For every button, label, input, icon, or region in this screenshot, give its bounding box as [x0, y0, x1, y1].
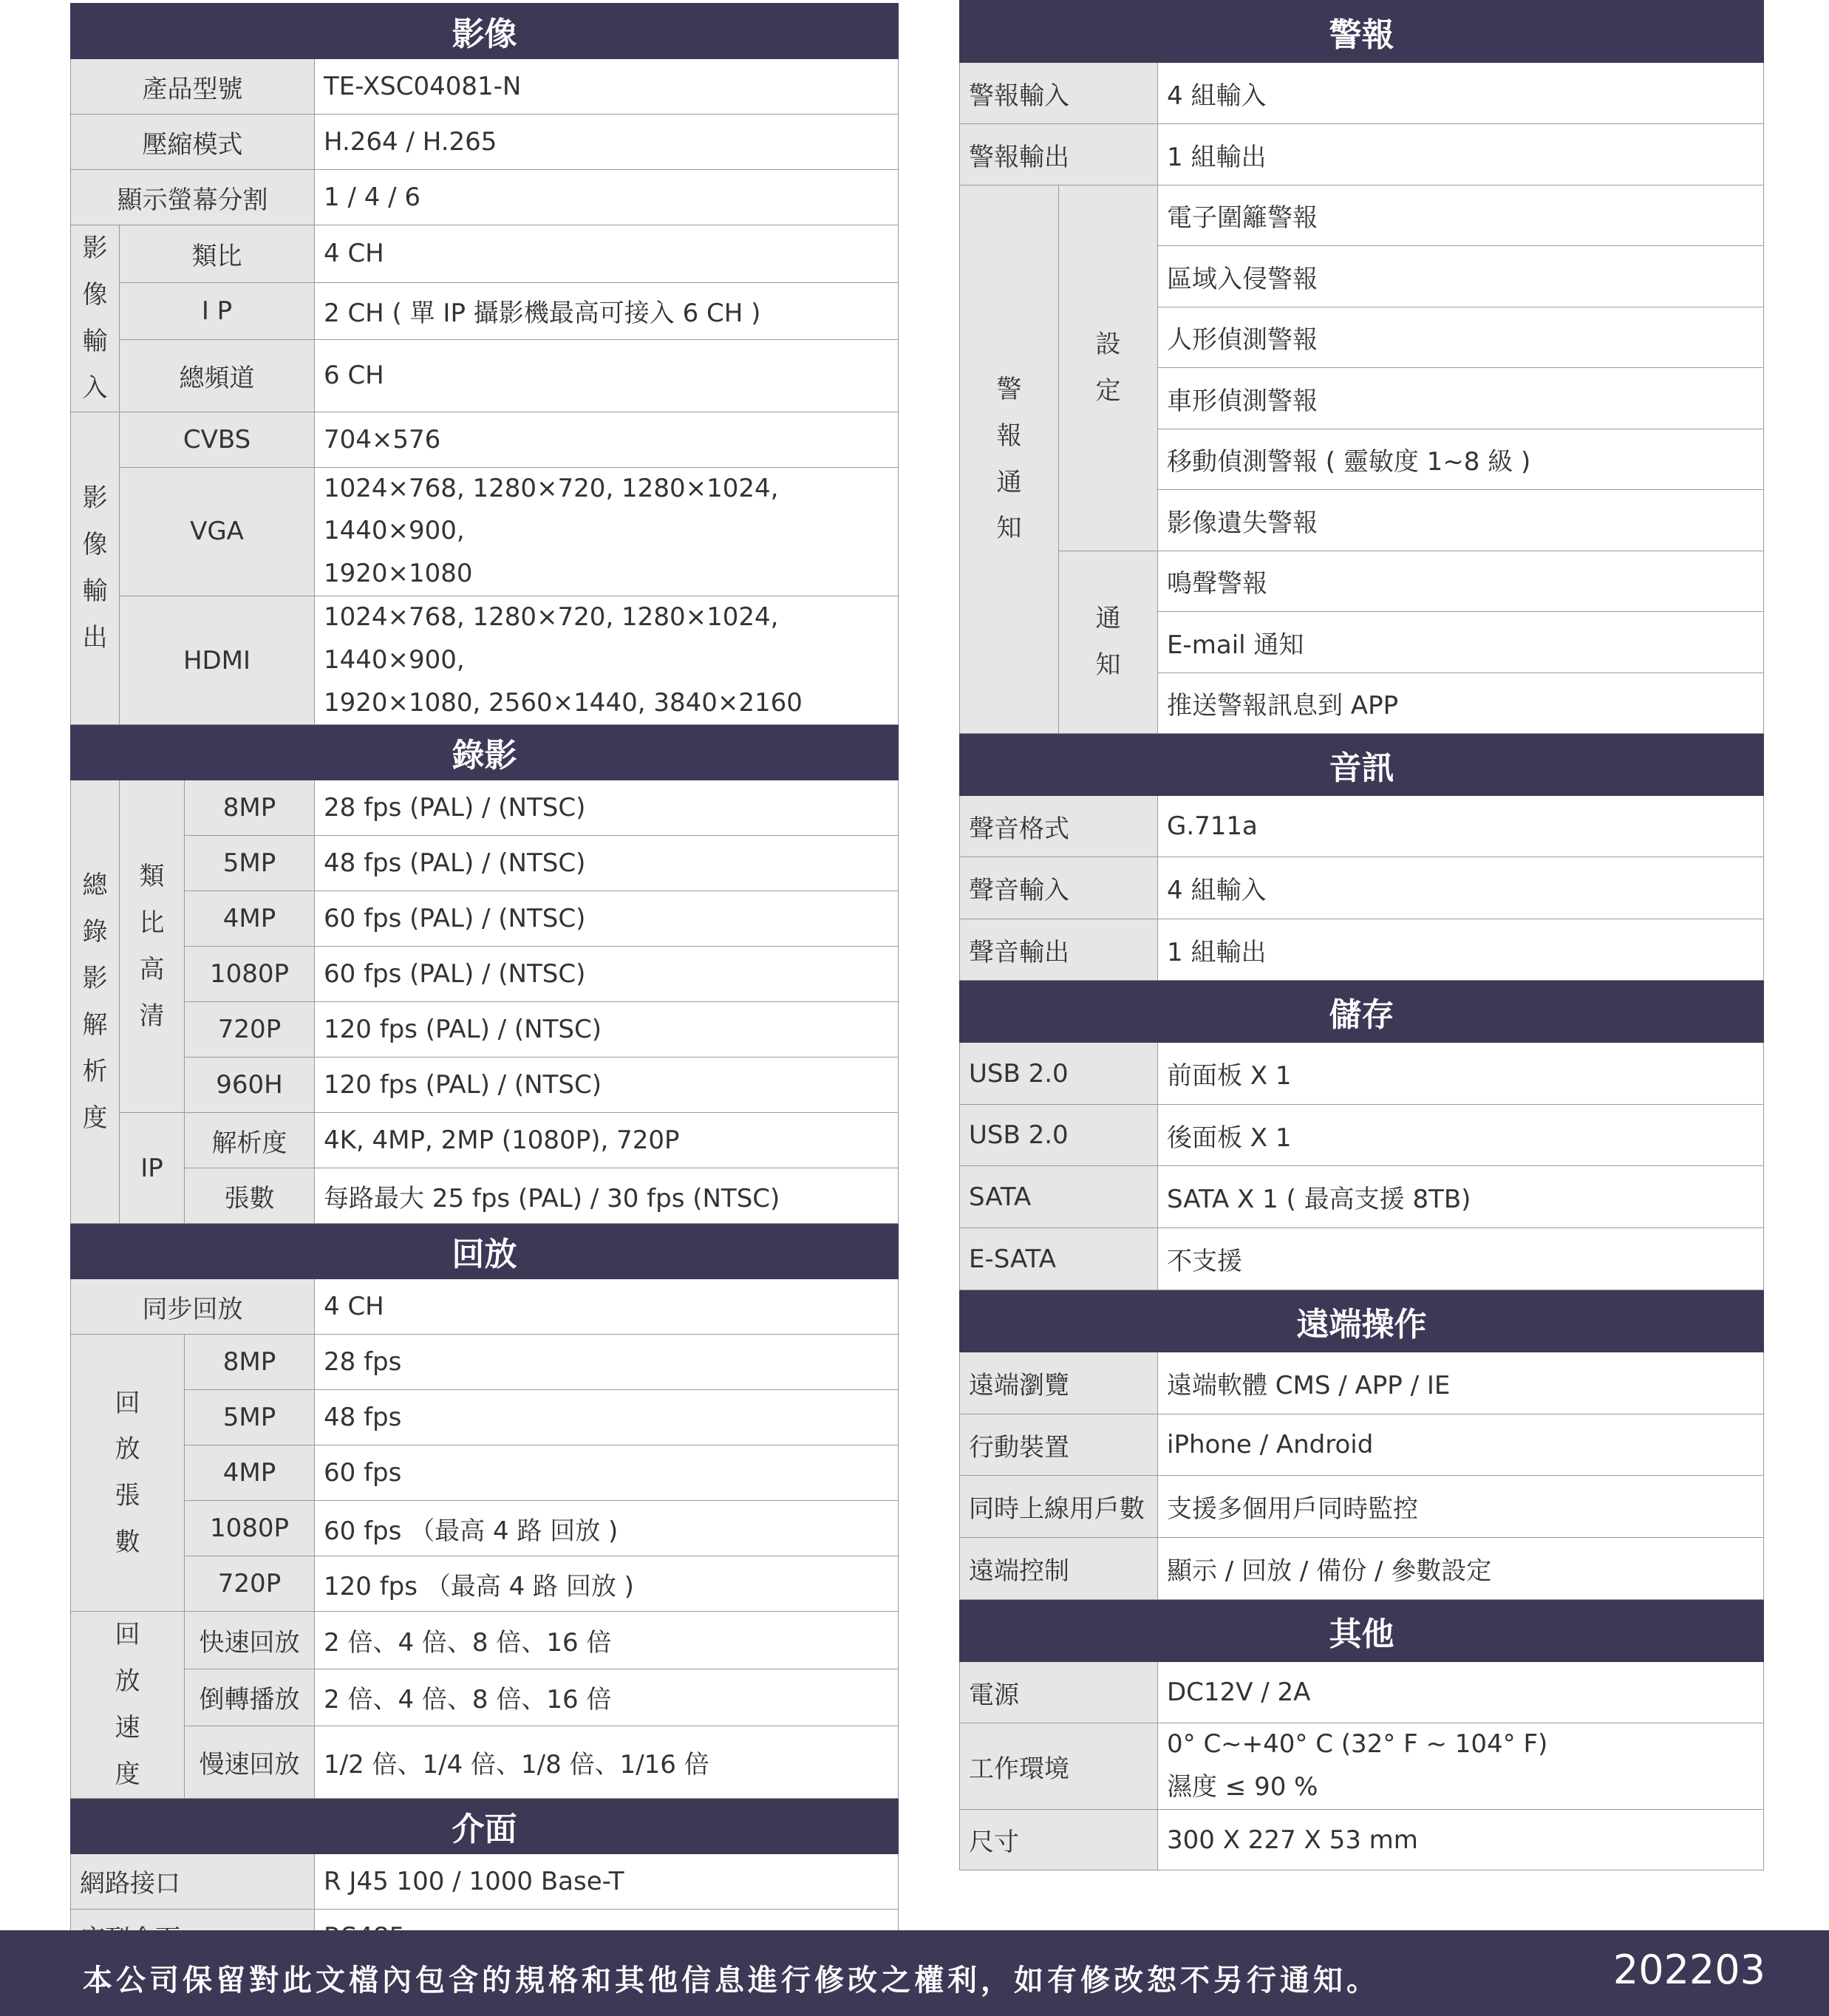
record-fps-value: 28 fps (PAL) / (NTSC) — [315, 780, 899, 836]
storage-label: SATA — [960, 1166, 1158, 1228]
hdmi-label: HDMI — [120, 596, 315, 724]
ip-input-label: I P — [120, 282, 315, 340]
playback-fps-value: 60 fps （最高 4 路 回放 ) — [315, 1501, 899, 1556]
remote-value: 顯示 / 回放 / 備份 / 參數設定 — [1158, 1538, 1764, 1600]
size-value: 300 X 227 X 53 mm — [1158, 1810, 1764, 1870]
vga-line-2: 1920×1080 — [324, 559, 473, 589]
section-video-title: 影像 — [71, 4, 899, 59]
record-fps-value: 120 fps (PAL) / (NTSC) — [315, 1058, 899, 1113]
vga-line-1: 1024×768, 1280×720, 1280×1024, 1440×900, — [324, 473, 779, 546]
alarm-input-value: 4 組輸入 — [1158, 63, 1764, 124]
record-fps-value: 60 fps (PAL) / (NTSC) — [315, 891, 899, 947]
fast-playback-value: 2 倍、4 倍、8 倍、16 倍 — [315, 1612, 899, 1669]
analog-input-value: 4 CH — [315, 225, 899, 283]
storage-label: USB 2.0 — [960, 1043, 1158, 1105]
section-other-title: 其他 — [960, 1600, 1764, 1662]
record-res-label: 8MP — [185, 780, 315, 836]
section-audio-title: 音訊 — [960, 734, 1764, 796]
playback-fps-value: 120 fps （最高 4 路 回放 ) — [315, 1556, 899, 1612]
left-spec-table — [70, 3, 899, 1965]
alarm-setting-item: 人形偵測警報 — [1158, 307, 1764, 368]
alarm-notice-item: E-mail 通知 — [1158, 612, 1764, 673]
video-output-group: 影像輸出 — [71, 412, 120, 725]
section-interface-title: 介面 — [71, 1798, 899, 1853]
storage-value: SATA X 1 ( 最高支援 8TB) — [1158, 1166, 1764, 1228]
video-input-group: 影像輸入 — [71, 225, 120, 412]
storage-label: USB 2.0 — [960, 1105, 1158, 1166]
environment-value — [1158, 1723, 1764, 1810]
playback-fps-value: 60 fps — [315, 1445, 899, 1501]
playback-res-label: 1080P — [185, 1501, 315, 1556]
playback-speed-group: 回放速度 — [71, 1612, 185, 1799]
alarm-setting-item: 移動偵測警報 ( 靈敏度 1~8 級 ) — [1158, 429, 1764, 490]
remote-value: iPhone / Android — [1158, 1414, 1764, 1476]
vga-label: VGA — [120, 467, 315, 596]
audio-label: 聲音格式 — [960, 796, 1158, 857]
remote-value: 遠端軟體 CMS / APP / IE — [1158, 1352, 1764, 1414]
alarm-setting-item: 車形偵測警報 — [1158, 368, 1764, 429]
record-ip-fps-label: 張數 — [185, 1168, 315, 1224]
section-storage-title: 儲存 — [960, 981, 1764, 1043]
size-label: 尺寸 — [960, 1810, 1158, 1870]
hdmi-line-1: 1024×768, 1280×720, 1280×1024, 1440×900, — [324, 602, 779, 675]
storage-value: 不支援 — [1158, 1228, 1764, 1290]
compression-label: 壓縮模式 — [71, 115, 315, 170]
storage-label: E-SATA — [960, 1228, 1158, 1290]
record-res-label: 960H — [185, 1058, 315, 1113]
alarm-notice-item: 鳴聲警報 — [1158, 551, 1764, 612]
total-channel-label: 總頻道 — [120, 340, 315, 412]
footer-bar — [0, 1930, 1829, 2016]
audio-value: 4 組輸入 — [1158, 857, 1764, 919]
disclaimer-text: 本公司保留對此文檔內包含的規格和其他信息進行修改之權利，如有修改恕不另行通知。 — [83, 1964, 1380, 1998]
section-playback-title: 回放 — [71, 1224, 899, 1279]
cvbs-value: 704×576 — [315, 412, 899, 467]
network-label: 網路接口 — [71, 1853, 315, 1909]
split-value: 1 / 4 / 6 — [315, 170, 899, 225]
sync-playback-label: 同步回放 — [71, 1279, 315, 1335]
remote-value: 支援多個用戶同時監控 — [1158, 1476, 1764, 1538]
reverse-playback-label: 倒轉播放 — [185, 1669, 315, 1726]
fast-playback-label: 快速回放 — [185, 1612, 315, 1669]
remote-label: 同時上線用戶數 — [960, 1476, 1158, 1538]
record-res-label: 4MP — [185, 891, 315, 947]
section-record-title: 錄影 — [71, 725, 899, 780]
record-analog-group: 類比高清 — [120, 780, 185, 1113]
playback-res-label: 720P — [185, 1556, 315, 1612]
section-remote-title: 遠端操作 — [960, 1290, 1764, 1352]
split-label: 顯示螢幕分割 — [71, 170, 315, 225]
alarm-output-value: 1 組輸出 — [1158, 124, 1764, 185]
model-value: TE-XSC04081-N — [315, 59, 899, 115]
alarm-setting-item: 影像遺失警報 — [1158, 490, 1764, 551]
alarm-notice-group: 通知 — [1059, 551, 1158, 734]
model-label: 產品型號 — [71, 59, 315, 115]
ip-input-value: 2 CH ( 單 IP 攝影機最高可接入 6 CH ) — [315, 282, 899, 340]
total-channel-value: 6 CH — [315, 340, 899, 412]
environment-label: 工作環境 — [960, 1723, 1158, 1810]
power-label: 電源 — [960, 1662, 1158, 1723]
alarm-output-label: 警報輸出 — [960, 124, 1158, 185]
vga-value — [315, 467, 899, 596]
record-resolution-group: 總錄影解析度 — [71, 780, 120, 1224]
audio-value: 1 組輸出 — [1158, 919, 1764, 981]
playback-res-label: 5MP — [185, 1390, 315, 1445]
remote-label: 遠端控制 — [960, 1538, 1158, 1600]
record-fps-value: 60 fps (PAL) / (NTSC) — [315, 947, 899, 1002]
sync-playback-value: 4 CH — [315, 1279, 899, 1335]
audio-label: 聲音輸出 — [960, 919, 1158, 981]
playback-fps-value: 28 fps — [315, 1335, 899, 1390]
document-date: 202203 — [1612, 1947, 1765, 1993]
record-fps-value: 48 fps (PAL) / (NTSC) — [315, 836, 899, 891]
slow-playback-value: 1/2 倍、1/4 倍、1/8 倍、1/16 倍 — [315, 1726, 899, 1798]
cvbs-label: CVBS — [120, 412, 315, 467]
slow-playback-label: 慢速回放 — [185, 1726, 315, 1798]
network-value: R J45 100 / 1000 Base-T — [315, 1853, 899, 1909]
record-ip-fps-value: 每路最大 25 fps (PAL) / 30 fps (NTSC) — [315, 1168, 899, 1224]
playback-fps-value: 48 fps — [315, 1390, 899, 1445]
alarm-setting-group: 設定 — [1059, 185, 1158, 551]
record-res-label: 1080P — [185, 947, 315, 1002]
reverse-playback-value: 2 倍、4 倍、8 倍、16 倍 — [315, 1669, 899, 1726]
alarm-notice-item: 推送警報訊息到 APP — [1158, 673, 1764, 734]
section-alarm-title: 警報 — [960, 1, 1764, 63]
record-ip-res-label: 解析度 — [185, 1113, 315, 1168]
record-ip-group: IP — [120, 1113, 185, 1224]
compression-value: H.264 / H.265 — [315, 115, 899, 170]
record-fps-value: 120 fps (PAL) / (NTSC) — [315, 1002, 899, 1058]
power-value: DC12V / 2A — [1158, 1662, 1764, 1723]
analog-input-label: 類比 — [120, 225, 315, 283]
temperature-range: 0° C~+40° C (32° F ~ 104° F) — [1167, 1729, 1548, 1760]
audio-label: 聲音輸入 — [960, 857, 1158, 919]
record-ip-res-value: 4K, 4MP, 2MP (1080P), 720P — [315, 1113, 899, 1168]
record-res-label: 5MP — [185, 836, 315, 891]
playback-fps-group: 回放張數 — [71, 1335, 185, 1612]
record-res-label: 720P — [185, 1002, 315, 1058]
alarm-notify-group: 警報通知 — [960, 185, 1059, 734]
hdmi-value — [315, 596, 899, 724]
playback-res-label: 4MP — [185, 1445, 315, 1501]
alarm-setting-item: 電子圍籬警報 — [1158, 185, 1764, 246]
hdmi-line-2: 1920×1080, 2560×1440, 3840×2160 — [324, 687, 803, 718]
audio-value: G.711a — [1158, 796, 1764, 857]
storage-value: 後面板 X 1 — [1158, 1105, 1764, 1166]
alarm-setting-item: 區域入侵警報 — [1158, 246, 1764, 307]
alarm-input-label: 警報輸入 — [960, 63, 1158, 124]
remote-label: 行動裝置 — [960, 1414, 1158, 1476]
playback-res-label: 8MP — [185, 1335, 315, 1390]
right-spec-table — [959, 0, 1764, 1870]
storage-value: 前面板 X 1 — [1158, 1043, 1764, 1105]
remote-label: 遠端瀏覽 — [960, 1352, 1158, 1414]
humidity-range: 濕度 ≤ 90 % — [1167, 1772, 1318, 1802]
